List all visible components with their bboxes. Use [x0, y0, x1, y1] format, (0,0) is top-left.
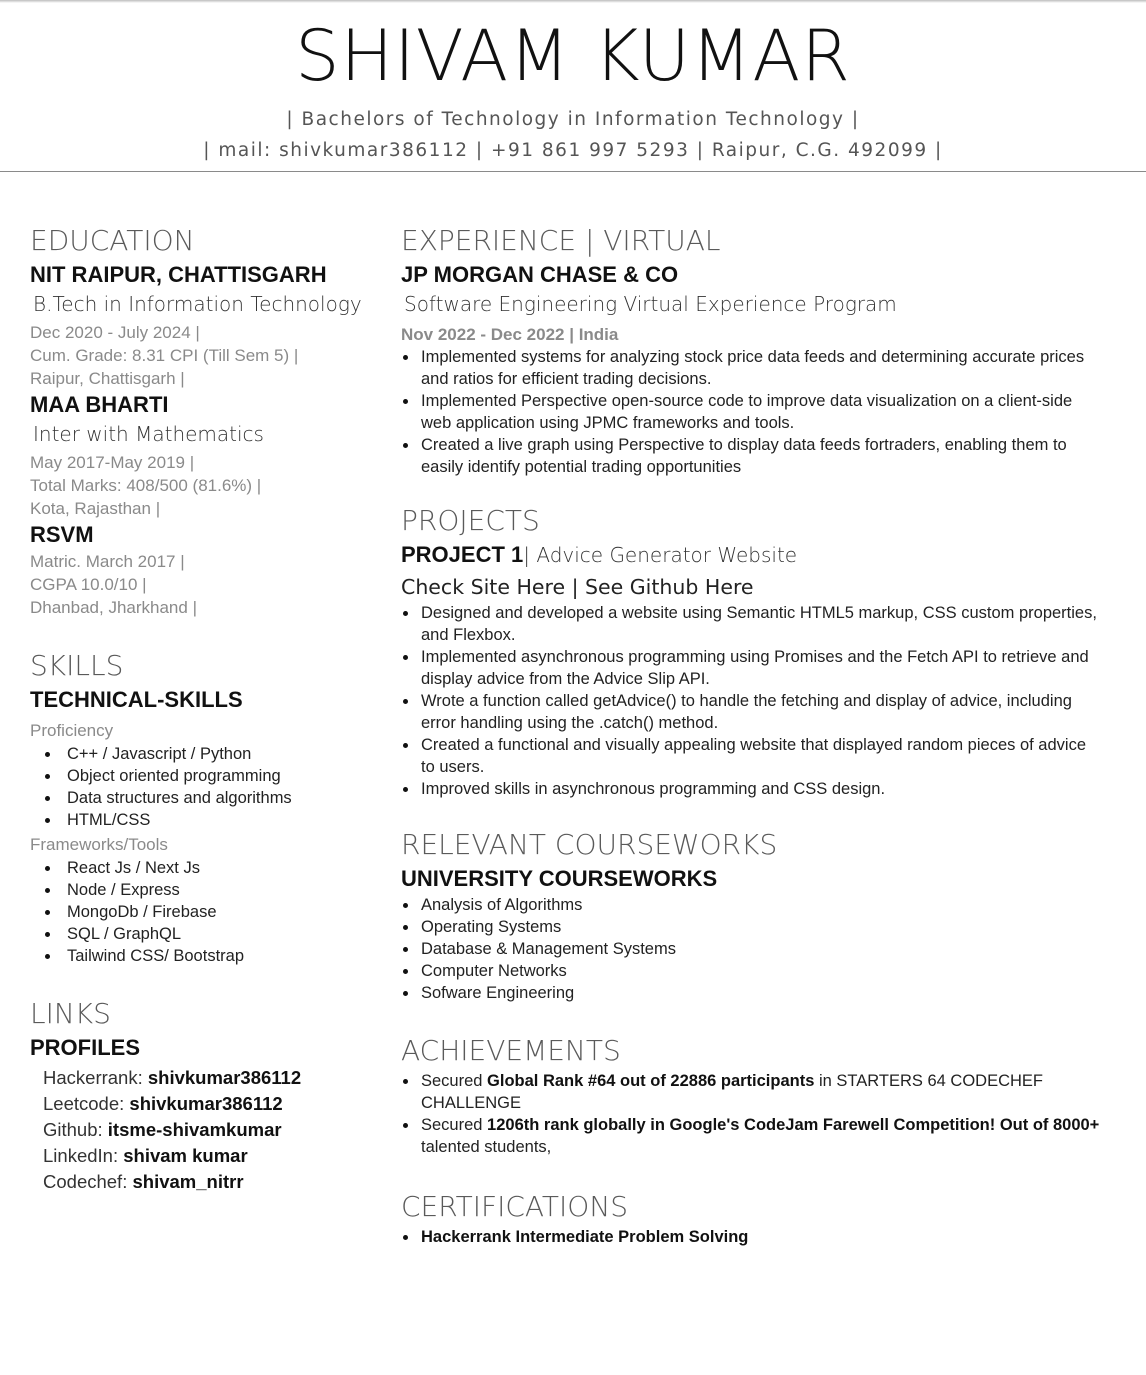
list-item: Operating Systems [401, 916, 1101, 938]
section-title: EDUCATION [30, 224, 195, 257]
degree-tagline: | Bachelors of Technology in Information Technology | [286, 109, 860, 130]
program-name: Software Engineering Virtual Experience Program [404, 292, 897, 316]
education-entry [30, 390, 370, 520]
project-bullets [401, 602, 1101, 800]
education-entry [30, 520, 370, 619]
profile-handle-link[interactable]: shivam kumar [123, 1145, 248, 1166]
left-column [30, 222, 370, 1195]
list-item [401, 1114, 1101, 1158]
list-item: Node / Express [30, 879, 370, 901]
profile-handle-link[interactable]: shivam_nitrr [132, 1171, 244, 1192]
section-title: SKILLS [30, 649, 124, 682]
list-item: MongoDb / Firebase [30, 901, 370, 923]
coursework-list [401, 894, 1101, 1004]
experience-bullets [401, 346, 1101, 478]
education-entry [30, 260, 370, 390]
profile-leetcode [30, 1091, 370, 1117]
institution-name: NIT RAIPUR, CHATTISGARH [30, 262, 327, 287]
list-item: Data structures and algorithms [30, 787, 370, 809]
profile-handle-link[interactable]: shivkumar386112 [129, 1093, 283, 1114]
coursework-section [401, 826, 1101, 1004]
list-item: Implemented asynchronous programming using Promises and the Fetch API to retrieve and display advice from the Advice Slip API. [401, 646, 1101, 690]
institution-name: RSVM [30, 522, 94, 547]
projects-section [401, 502, 1101, 800]
section-title: ACHIEVEMENTS [401, 1034, 621, 1067]
header-divider [0, 171, 1146, 172]
link-separator: | [565, 575, 586, 599]
resume-header [0, 0, 1146, 172]
list-item [401, 1226, 1101, 1248]
check-site-link[interactable]: Check Site Here [401, 575, 566, 599]
education-grade: Total Marks: 408/500 (81.6%) | [30, 476, 262, 495]
list-item: Database & Management Systems [401, 938, 1101, 960]
profile-handle-link[interactable]: shivkumar386112 [147, 1067, 302, 1088]
section-title: CERTIFICATIONS [401, 1190, 629, 1223]
list-item: Created a live graph using Perspective to display data feeds fortraders, enabling them to easily identify potential trading opportunities [401, 434, 1101, 478]
education-grade: Cum. Grade: 8.31 CPI (Till Sem 5) | [30, 346, 299, 365]
education-location: Raipur, Chattisgarh | [30, 369, 185, 388]
experience-dates: Nov 2022 - Dec 2022 | India [401, 325, 619, 344]
highlight-text: Global Rank #64 out of 22886 participants [487, 1072, 815, 1090]
project-description: | Advice Generator Website [523, 543, 798, 567]
profile-github [30, 1117, 370, 1143]
education-section [30, 222, 370, 619]
certifications-list [401, 1226, 1101, 1248]
list-item: Implemented systems for analyzing stock price data feeds and determining accurate prices and ratios for efficient trading decisions. [401, 346, 1101, 390]
skills-heading: TECHNICAL-SKILLS [30, 687, 243, 712]
profile-label: Codechef: [43, 1171, 133, 1192]
highlight-text: 1206th rank globally in Google's CodeJam Farewell Competition! Out of 8000+ [487, 1116, 1100, 1134]
achievements-list [401, 1070, 1101, 1158]
profile-linkedin [30, 1143, 370, 1169]
list-item: Tailwind CSS/ Bootstrap [30, 945, 370, 967]
institution-name: MAA BHARTI [30, 392, 169, 417]
section-title: RELEVANT COURSEWORKS [401, 828, 778, 861]
text-fragment: Secured [421, 1116, 488, 1134]
list-item [401, 1070, 1101, 1114]
list-item: HTML/CSS [30, 809, 370, 831]
list-item: Improved skills in asynchronous programming and CSS design. [401, 778, 1101, 800]
github-link[interactable]: See Github Here [585, 575, 754, 599]
section-title: EXPERIENCE | VIRTUAL [401, 224, 721, 257]
project-title [401, 540, 1101, 570]
education-dates: Matric. March 2017 | [30, 552, 185, 571]
list-item: React Js / Next Js [30, 857, 370, 879]
list-item: Analysis of Algorithms [401, 894, 1101, 916]
list-item: C++ / Javascript / Python [30, 743, 370, 765]
list-item: Designed and developed a website using Semantic HTML5 markup, CSS custom properties, and Flexbox. [401, 602, 1101, 646]
education-location: Dhanbad, Jharkhand | [30, 598, 197, 617]
section-title: PROJECTS [401, 504, 540, 537]
education-dates: May 2017-May 2019 | [30, 453, 195, 472]
list-item: Wrote a function called getAdvice() to handle the fetching and display of advice, including error handling using the .catch() method. [401, 690, 1101, 734]
profile-label: Github: [43, 1119, 108, 1140]
contact-line: | mail: shivkumar386112 | +91 861 997 5293 | Raipur, C.G. 492099 | [203, 140, 943, 161]
section-title: LINKS [30, 997, 111, 1030]
profile-label: Leetcode: [43, 1093, 130, 1114]
education-dates: Dec 2020 - July 2024 | [30, 323, 200, 342]
profile-handle-link[interactable]: itsme-shivamkumar [107, 1119, 282, 1140]
proficiency-label: Proficiency [30, 721, 114, 740]
certifications-section [401, 1188, 1101, 1248]
project-name: PROJECT 1 [401, 542, 524, 567]
list-item: Computer Networks [401, 960, 1101, 982]
text-fragment: Secured [421, 1072, 488, 1090]
education-grade: CGPA 10.0/10 | [30, 575, 147, 594]
profile-label: Hackerrank: [43, 1067, 148, 1088]
company-name: JP MORGAN CHASE & CO [401, 262, 679, 287]
experience-section [401, 222, 1101, 478]
profile-hackerrank [30, 1065, 370, 1091]
profiles-heading: PROFILES [30, 1035, 141, 1060]
degree-name: Inter with Mathematics [33, 422, 264, 446]
profile-label: LinkedIn: [43, 1145, 124, 1166]
profile-codechef [30, 1169, 370, 1195]
list-item: Created a functional and visually appealing website that displayed random pieces of advice to users. [401, 734, 1101, 778]
coursework-heading: UNIVERSITY COURSEWORKS [401, 866, 718, 891]
degree-name: B.Tech in Information Technology [33, 292, 362, 316]
proficiency-list [30, 743, 370, 831]
list-item: SQL / GraphQL [30, 923, 370, 945]
right-column [401, 222, 1101, 1248]
skills-section [30, 647, 370, 967]
certification-name: Hackerrank Intermediate Problem Solving [421, 1228, 749, 1246]
list-item: Object oriented programming [30, 765, 370, 787]
project-links [401, 572, 1101, 602]
links-section [30, 995, 370, 1195]
list-item: Sofware Engineering [401, 982, 1101, 1004]
text-fragment: talented students, [421, 1138, 552, 1156]
candidate-name: SHIVAM KUMAR [295, 15, 851, 97]
frameworks-label: Frameworks/Tools [30, 835, 168, 854]
achievements-section [401, 1032, 1101, 1158]
education-location: Kota, Rajasthan | [30, 499, 161, 518]
text-fragment: in STARTERS 64 CODECHEF CHALLENGE [421, 1072, 1044, 1112]
frameworks-list [30, 857, 370, 967]
list-item: Implemented Perspective open-source code to improve data visualization on a client-side web application using JPMC frameworks and tools. [401, 390, 1101, 434]
